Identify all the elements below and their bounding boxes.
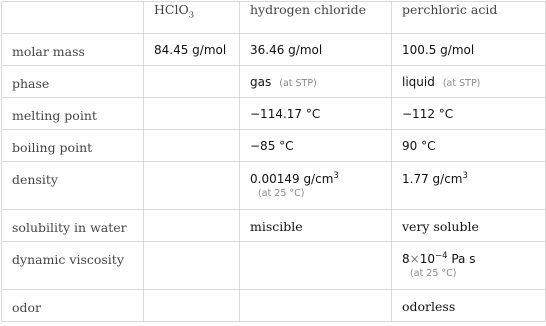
row-label: dynamic viscosity [2,242,144,290]
table-row-molar-mass [2,34,546,66]
table-row-density [2,162,546,210]
header-row [2,2,546,34]
cell-hclo4-melting-point: −112 °C [392,98,546,130]
cell-hclo3-density [144,162,240,210]
cell-hclo4-viscosity: $8\times 10^{-4}$ Pa s (at 25 °C) [392,242,546,290]
cell-hcl-viscosity [240,242,392,290]
cell-hclo3-molar-mass: 84.45 g/mol [144,34,240,66]
cell-hcl-molar-mass: 36.46 g/mol [240,34,392,66]
header-empty-cell [2,2,144,34]
cell-hclo4-phase: liquid (at STP) [392,66,546,98]
cell-hcl-odor [240,290,392,322]
table-row-viscosity [2,242,546,290]
properties-table [1,1,546,322]
header-hydrogen-chloride: hydrogen chloride [240,2,392,34]
cell-hclo4-molar-mass: 100.5 g/mol [392,34,546,66]
row-label: solubility in water [2,210,144,242]
row-label: odor [2,290,144,322]
table-row-solubility [2,210,546,242]
cell-hclo3-odor [144,290,240,322]
cell-hclo4-odor: odorless [392,290,546,322]
cell-hcl-melting-point: −114.17 °C [240,98,392,130]
cell-hclo4-solubility: very soluble [392,210,546,242]
row-label: boiling point [2,130,144,162]
cell-hclo3-melting-point [144,98,240,130]
table-row-odor [2,290,546,322]
cell-hclo3-phase [144,66,240,98]
cell-hcl-density: 0.00149 $g/cm^3$ (at 25 °C) [240,162,392,210]
row-label: molar mass [2,34,144,66]
cell-hcl-boiling-point: −85 °C [240,130,392,162]
table-row-melting-point [2,98,546,130]
header-hclo3: HClO$_3$ [144,2,240,34]
header-perchloric-acid: perchloric acid [392,2,546,34]
cell-hclo3-solubility [144,210,240,242]
row-label: melting point [2,98,144,130]
table-row-phase [2,66,546,98]
table-row-boiling-point [2,130,546,162]
cell-hclo3-boiling-point [144,130,240,162]
cell-hcl-solubility: miscible [240,210,392,242]
row-label: density [2,162,144,210]
cell-hclo3-viscosity [144,242,240,290]
cell-hclo4-boiling-point: 90 °C [392,130,546,162]
row-label: phase [2,66,144,98]
cell-hclo4-density: 1.77 $g/cm^3$ [392,162,546,210]
cell-hcl-phase: gas (at STP) [240,66,392,98]
